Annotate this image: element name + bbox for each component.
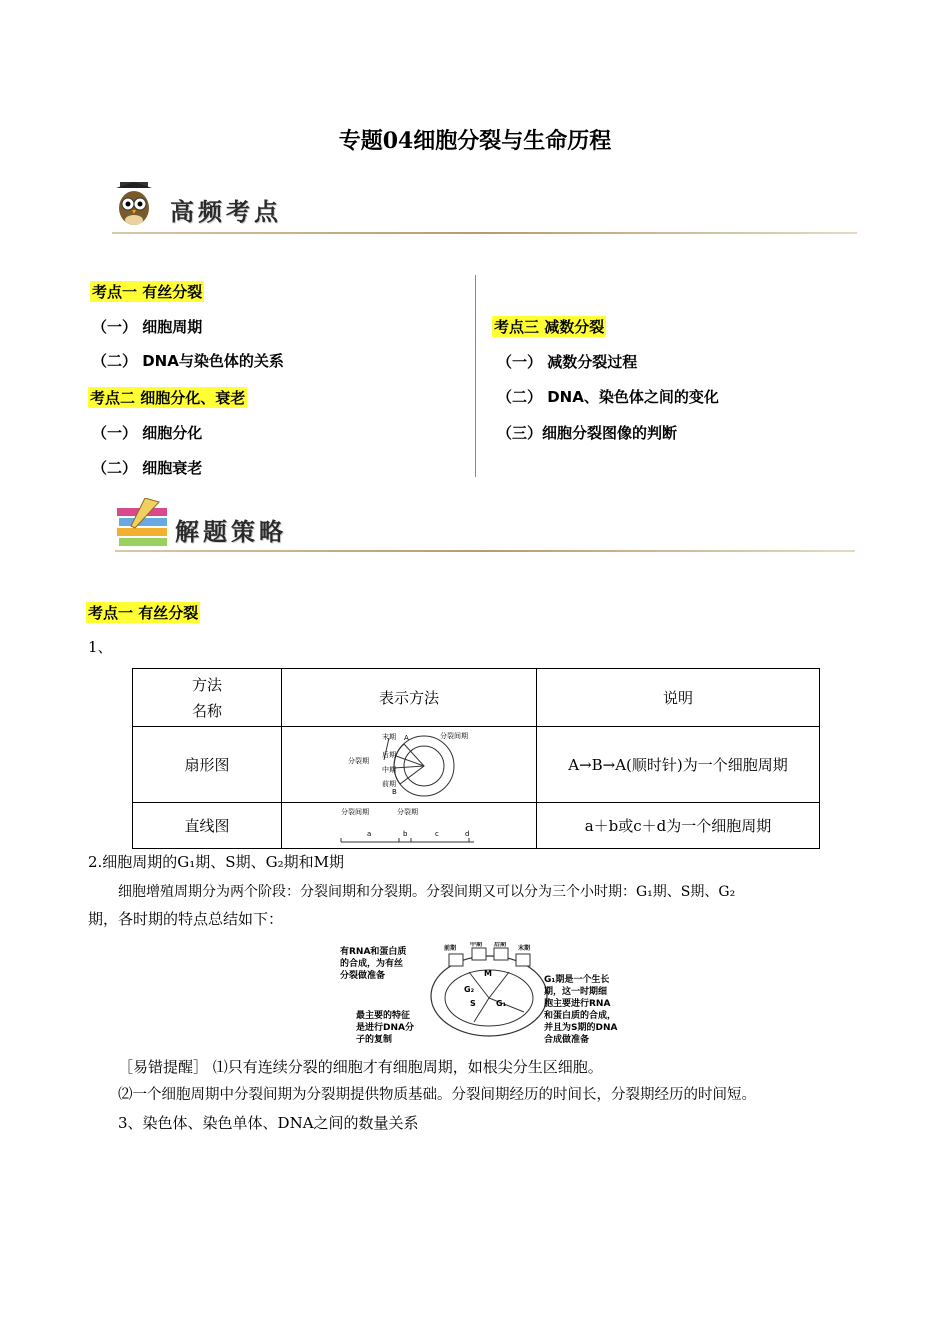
books-icon [115, 498, 171, 548]
line-label-c: c [435, 829, 439, 838]
paragraph-2-title: 2.细胞周期的G₁期、S期、G₂期和M期 [88, 853, 344, 871]
fig-left-top-1: 有RNA和蛋白质 [340, 947, 407, 957]
topic-3-item-2: （二） DNA、染色体之间的变化 [497, 388, 719, 406]
fig-right-5: 并且为S期的DNA [544, 1023, 618, 1033]
fig-right-6: 合成做准备 [544, 1035, 590, 1045]
fan-label-a: A [404, 733, 409, 742]
banner-underline [112, 232, 857, 234]
banner-high-frequency [112, 178, 857, 236]
paragraph-2-line-1: 细胞增殖周期分为两个阶段：分裂间期和分裂期。分裂间期又可以分为三个小时期：G₁期、S期、G₂ [118, 884, 736, 900]
fig-left-top-3: 分裂做准备 [340, 971, 386, 981]
cell-cycle-table [132, 668, 820, 849]
fan-label-hou: 后期 [382, 750, 396, 759]
phase-zhong: 中期 [470, 942, 483, 948]
fig-right-4: 和蛋白质的合成， [544, 1011, 617, 1021]
topic-1-item-2: （二） DNA与染色体的关系 [92, 352, 284, 370]
fan-label-mo: 末期 [382, 732, 396, 741]
owl-icon [112, 180, 156, 228]
line-label-d: d [465, 829, 470, 838]
banner-underline [115, 550, 855, 552]
fig-right-2: 期，这一时期细 [544, 987, 608, 997]
phase-mo: 末期 [518, 945, 531, 952]
section-heading: 考点一 有丝分裂 [88, 604, 199, 622]
fan-label-zhong: 中期 [382, 765, 396, 774]
phase-qian: 前期 [444, 945, 457, 952]
table-row [133, 727, 820, 803]
table-header-method: 表示方法 [282, 669, 537, 727]
label-s: S [470, 999, 476, 1008]
tip-1: ［易错提醒］ ⑴只有连续分裂的细胞才有细胞周期，如根尖分生区细胞。 [118, 1058, 603, 1076]
topic-1-heading: 考点一 有丝分裂 [92, 283, 203, 301]
table-header-desc: 说明 [537, 669, 820, 727]
topic-2-item-2: （二） 细胞衰老 [92, 459, 203, 477]
label-g2: G₂ [464, 985, 475, 994]
fig-left-bottom-1: 最主要的特征 [356, 1011, 411, 1021]
line-diagram [339, 806, 479, 846]
phase-hou: 后期 [494, 942, 507, 948]
banner-title: 解题策略 [175, 517, 287, 546]
topic-1-item-1: （一） 细胞周期 [92, 318, 203, 336]
row-name: 直线图 [133, 803, 282, 849]
label-m: M [484, 969, 492, 978]
topic-2-item-1: （一） 细胞分化 [92, 424, 203, 442]
topic-2-heading: 考点二 细胞分化、衰老 [90, 389, 246, 407]
topic-3-heading: 考点三 减数分裂 [494, 318, 605, 336]
row-desc: A→B→A(顺时针)为一个细胞周期 [537, 727, 820, 803]
fan-label-fenlie: 分裂期 [348, 756, 369, 765]
fig-right-1: G₁期是一个生长 [544, 975, 610, 985]
fan-diagram-cell [282, 727, 537, 803]
fan-label-jianqi: 分裂间期 [440, 731, 468, 740]
banner-title: 高频考点 [170, 197, 282, 226]
fig-left-bottom-3: 子的复制 [356, 1035, 393, 1045]
fig-left-bottom-2: 是进行DNA分 [356, 1023, 414, 1033]
cell-cycle-figure [334, 942, 654, 1046]
line-label-a: a [367, 829, 372, 838]
line-label-b: b [403, 829, 408, 838]
tip-2: ⑵一个细胞周期中分裂间期为分裂期提供物质基础。分裂间期经历的时间长，分裂期经历的时间短。 [118, 1087, 756, 1103]
fig-left-top-2: 的合成，为有丝 [340, 959, 404, 969]
table-row [133, 803, 820, 849]
topic-3-item-1: （一） 减数分裂过程 [497, 353, 638, 371]
label-g1: G₁ [496, 999, 507, 1008]
page-title: 专题04细胞分裂与生命历程 [338, 128, 612, 154]
fan-label-b: B [392, 787, 397, 796]
column-divider [475, 275, 476, 477]
table-header-name: 方法 名称 [133, 669, 282, 727]
paragraph-2-line-2: 期，各时期的特点总结如下： [88, 910, 284, 928]
paragraph-3: 3、染色体、染色单体、DNA之间的数量关系 [118, 1114, 419, 1132]
row-name: 扇形图 [133, 727, 282, 803]
banner-strategy [115, 494, 855, 554]
topic-3-item-3: （三）细胞分裂图像的判断 [497, 424, 678, 442]
line-diagram-cell [282, 803, 537, 849]
line-label-jianqi: 分裂间期 [341, 807, 369, 816]
fan-diagram [334, 730, 484, 800]
line-label-fenlie: 分裂期 [397, 807, 418, 816]
fan-label-qian: 前期 [382, 779, 396, 788]
fig-right-3: 胞主要进行RNA [544, 999, 611, 1009]
item-number-1: 1、 [88, 638, 113, 656]
row-desc: a＋b或c＋d为一个细胞周期 [537, 803, 820, 849]
